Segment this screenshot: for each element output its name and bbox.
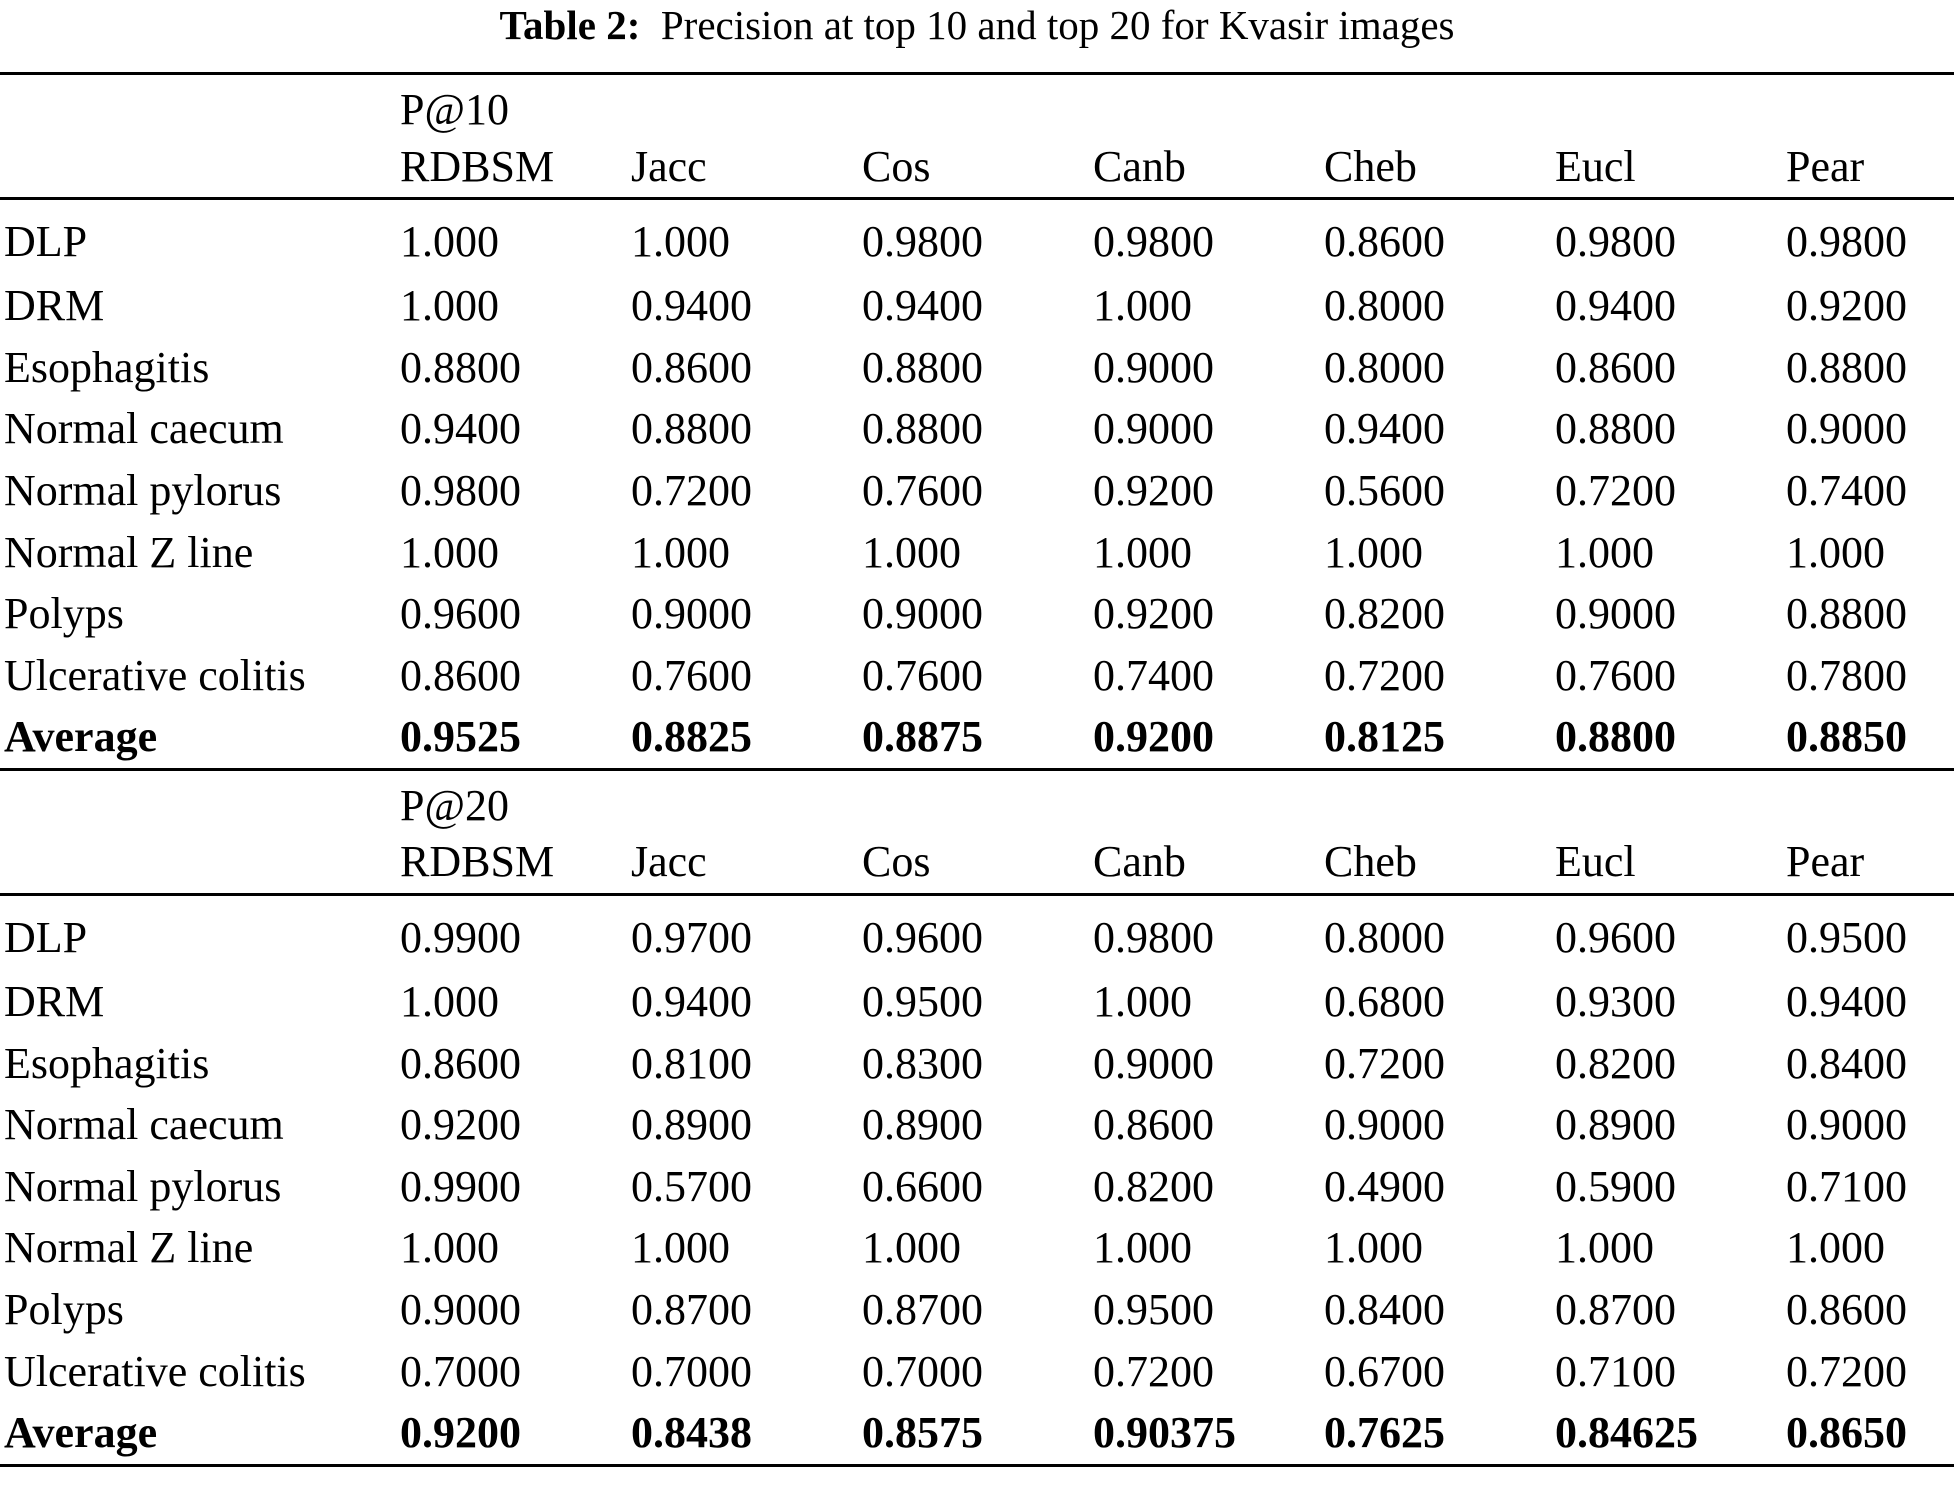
table-row — [0, 894, 1954, 971]
table-row — [0, 337, 1954, 399]
row-label: Polyps — [4, 589, 124, 639]
table-cell: 0.7400 — [1786, 466, 1907, 516]
row-label: Normal Z line — [4, 1223, 254, 1273]
section-heading: P@10 — [400, 74, 1954, 136]
table-row — [0, 199, 1954, 276]
table-cell: 0.9000 — [1555, 589, 1676, 639]
table-cell: 0.8800 — [862, 404, 983, 454]
column-header-row — [0, 831, 1954, 895]
table-cell: 0.9000 — [1093, 1038, 1214, 1088]
table-cell: 0.9300 — [1555, 977, 1676, 1027]
table-cell: 1.000 — [400, 977, 499, 1027]
row-label: Esophagitis — [4, 342, 210, 392]
table-cell: 0.7600 — [862, 650, 983, 700]
table-cell: 1.000 — [1093, 977, 1192, 1027]
empty-cell — [0, 769, 400, 831]
table-cell: 0.9200 — [400, 1100, 521, 1150]
table-cell: 0.8600 — [1786, 1285, 1907, 1335]
table-cell: 0.8200 — [1555, 1038, 1676, 1088]
column-header: Cos — [862, 135, 1093, 199]
table-cell: 0.9000 — [1786, 1100, 1907, 1150]
table-cell: 0.4900 — [1324, 1161, 1445, 1211]
row-label: Esophagitis — [4, 1038, 210, 1088]
average-cell: 0.9200 — [400, 1402, 631, 1465]
table-cell: 0.8700 — [631, 1285, 752, 1335]
average-row — [0, 706, 1954, 769]
table-cell: 0.9500 — [1093, 1285, 1214, 1335]
table-cell: 0.7600 — [631, 650, 752, 700]
average-cell: 0.84625 — [1555, 1402, 1786, 1465]
table-row — [0, 1156, 1954, 1218]
table-cell: 1.000 — [400, 527, 499, 577]
table-cell: 0.6800 — [1324, 977, 1445, 1027]
table-cell: 0.7000 — [400, 1346, 521, 1396]
row-label: Polyps — [4, 1285, 124, 1335]
table-cell: 1.000 — [400, 281, 499, 331]
table-cell: 1.000 — [1324, 527, 1423, 577]
table-cell: 0.7400 — [1093, 650, 1214, 700]
table-cell: 0.7200 — [1786, 1346, 1907, 1396]
row-label: Normal caecum — [4, 404, 284, 454]
column-header: Cheb — [1324, 135, 1555, 199]
column-header: Canb — [1093, 831, 1324, 895]
empty-cell — [0, 831, 400, 895]
table-row — [0, 1340, 1954, 1402]
average-cell: 0.8875 — [862, 706, 1093, 769]
column-header: Cheb — [1324, 831, 1555, 895]
table-cell: 0.8800 — [862, 342, 983, 392]
table-cell: 0.7800 — [1786, 650, 1907, 700]
table-cell: 0.9400 — [631, 977, 752, 1027]
column-header-row — [0, 135, 1954, 199]
table-cell: 0.8000 — [1324, 342, 1445, 392]
table-cell: 0.8100 — [631, 1038, 752, 1088]
column-header: Cos — [862, 831, 1093, 895]
average-cell: 0.7625 — [1324, 1402, 1555, 1465]
table-cell: 0.8600 — [1093, 1100, 1214, 1150]
row-label: Ulcerative colitis — [4, 650, 306, 700]
table-cell: 0.9500 — [1786, 912, 1907, 962]
table-cell: 0.9400 — [1324, 404, 1445, 454]
table-cell: 0.9800 — [1555, 217, 1676, 266]
table-row — [0, 460, 1954, 522]
table-cell: 0.7600 — [862, 466, 983, 516]
precision-table — [0, 72, 1954, 1467]
table-cell: 0.9000 — [631, 589, 752, 639]
average-cell: 0.90375 — [1093, 1402, 1324, 1465]
table-cell: 0.9200 — [1093, 466, 1214, 516]
column-header: Canb — [1093, 135, 1324, 199]
column-header: Eucl — [1555, 135, 1786, 199]
table-row — [0, 1094, 1954, 1156]
column-header: Jacc — [631, 135, 862, 199]
table-cell: 0.8600 — [400, 1038, 521, 1088]
empty-cell — [0, 135, 400, 199]
table-cell: 1.000 — [1555, 527, 1654, 577]
table-cell: 0.7200 — [1555, 466, 1676, 516]
table-cell: 0.9200 — [1093, 589, 1214, 639]
table-cell: 0.7200 — [1093, 1346, 1214, 1396]
table-cell: 0.9800 — [862, 217, 983, 266]
table-row — [0, 971, 1954, 1033]
table-cell: 0.9000 — [1093, 404, 1214, 454]
table-row — [0, 583, 1954, 645]
average-cell: 0.9525 — [400, 706, 631, 769]
empty-cell — [0, 74, 400, 136]
average-row — [0, 1402, 1954, 1465]
table-cell: 0.9400 — [1555, 281, 1676, 331]
average-cell: 0.8800 — [1555, 706, 1786, 769]
table-cell: 0.8600 — [400, 650, 521, 700]
table-cell: 1.000 — [631, 527, 730, 577]
table-caption — [0, 0, 1954, 52]
table-cell: 0.9000 — [1093, 342, 1214, 392]
column-header: Jacc — [631, 831, 862, 895]
average-label: Average — [0, 1402, 400, 1465]
table-cell: 0.7200 — [631, 466, 752, 516]
table-cell: 1.000 — [1324, 1223, 1423, 1273]
table-cell: 0.7100 — [1786, 1161, 1907, 1211]
table-cell: 0.7000 — [631, 1346, 752, 1396]
table-row — [0, 1032, 1954, 1094]
table-cell: 0.7200 — [1324, 650, 1445, 700]
table-row — [0, 521, 1954, 583]
table-cell: 0.8600 — [1555, 342, 1676, 392]
average-cell: 0.8575 — [862, 1402, 1093, 1465]
table-cell: 0.9400 — [862, 281, 983, 331]
table-cell: 1.000 — [400, 217, 499, 266]
table-cell: 0.8800 — [1786, 589, 1907, 639]
table-cell: 1.000 — [1093, 281, 1192, 331]
table-cell: 0.8800 — [1786, 342, 1907, 392]
table-cell: 0.8900 — [862, 1100, 983, 1150]
table-cell: 0.8700 — [1555, 1285, 1676, 1335]
table-cell: 1.000 — [862, 1223, 961, 1273]
average-cell: 0.8125 — [1324, 706, 1555, 769]
table-cell: 0.9000 — [1324, 1100, 1445, 1150]
table-cell: 0.6600 — [862, 1161, 983, 1211]
row-label: Normal Z line — [4, 527, 254, 577]
table-cell: 0.9700 — [631, 912, 752, 962]
row-label: Normal pylorus — [4, 466, 282, 516]
table-cell: 0.9600 — [862, 912, 983, 962]
section-heading-row — [0, 769, 1954, 831]
table-cell: 0.8700 — [862, 1285, 983, 1335]
table-cell: 0.8400 — [1786, 1038, 1907, 1088]
table-cell: 0.8600 — [1324, 217, 1445, 266]
table-cell: 0.8900 — [631, 1100, 752, 1150]
table-cell: 0.5900 — [1555, 1161, 1676, 1211]
table-cell: 0.9800 — [1786, 217, 1907, 266]
table-cell: 0.9000 — [1786, 404, 1907, 454]
table-cell: 1.000 — [1093, 527, 1192, 577]
table-cell: 0.9600 — [1555, 912, 1676, 962]
average-cell: 0.8438 — [631, 1402, 862, 1465]
table-cell: 0.8800 — [400, 342, 521, 392]
table-cell: 0.8900 — [1555, 1100, 1676, 1150]
section-heading-row — [0, 74, 1954, 136]
table-cell: 0.9600 — [400, 589, 521, 639]
table-cell: 0.9000 — [400, 1285, 521, 1335]
table-cell: 0.7600 — [1555, 650, 1676, 700]
table-cell: 0.9400 — [1786, 977, 1907, 1027]
table-cell: 0.9400 — [631, 281, 752, 331]
table-cell: 0.8000 — [1324, 281, 1445, 331]
table-row — [0, 1217, 1954, 1279]
column-header: RDBSM — [400, 831, 631, 895]
column-header: Pear — [1786, 831, 1954, 895]
table-cell: 1.000 — [1786, 527, 1885, 577]
table-cell: 0.9800 — [400, 466, 521, 516]
table-cell: 0.7200 — [1324, 1038, 1445, 1088]
table-cell: 0.8800 — [1555, 404, 1676, 454]
table-cell: 0.5600 — [1324, 466, 1445, 516]
table-cell: 0.9900 — [400, 912, 521, 962]
table-cell: 0.8200 — [1093, 1161, 1214, 1211]
caption-label: Table 2: — [499, 2, 641, 48]
table-cell: 0.8000 — [1324, 912, 1445, 962]
table-cell: 0.8600 — [631, 342, 752, 392]
table-cell: 0.8200 — [1324, 589, 1445, 639]
table-row — [0, 275, 1954, 337]
table-cell: 0.8800 — [631, 404, 752, 454]
table-cell: 1.000 — [400, 1223, 499, 1273]
row-label: DRM — [4, 977, 105, 1027]
table-cell: 0.9200 — [1786, 281, 1907, 331]
column-header: Eucl — [1555, 831, 1786, 895]
average-cell: 0.8825 — [631, 706, 862, 769]
table-cell: 0.9800 — [1093, 217, 1214, 266]
table-cell: 1.000 — [862, 527, 961, 577]
table-cell: 0.9800 — [1093, 912, 1214, 962]
table-row — [0, 645, 1954, 707]
row-label: DLP — [4, 217, 88, 266]
table-cell: 0.9500 — [862, 977, 983, 1027]
table-row — [0, 398, 1954, 460]
column-header: Pear — [1786, 135, 1954, 199]
table-cell: 0.7000 — [862, 1346, 983, 1396]
table-cell: 0.5700 — [631, 1161, 752, 1211]
caption-text: Precision at top 10 and top 20 for Kvasir images — [660, 2, 1455, 48]
row-label: Normal caecum — [4, 1100, 284, 1150]
average-cell: 0.8850 — [1786, 706, 1954, 769]
row-label: DLP — [4, 912, 88, 962]
table-cell: 1.000 — [1786, 1223, 1885, 1273]
row-label: Normal pylorus — [4, 1161, 282, 1211]
table-cell: 0.8300 — [862, 1038, 983, 1088]
section-heading: P@20 — [400, 769, 1954, 831]
column-header: RDBSM — [400, 135, 631, 199]
table-cell: 0.6700 — [1324, 1346, 1445, 1396]
table-body — [0, 74, 1954, 1466]
average-cell: 0.9200 — [1093, 706, 1324, 769]
table-cell: 0.9000 — [862, 589, 983, 639]
table-cell: 1.000 — [631, 217, 730, 266]
row-label: Ulcerative colitis — [4, 1346, 306, 1396]
table-cell: 1.000 — [1555, 1223, 1654, 1273]
table-cell: 0.9400 — [400, 404, 521, 454]
table-row — [0, 1279, 1954, 1341]
average-label: Average — [0, 706, 400, 769]
row-label: DRM — [4, 281, 105, 331]
table-cell: 1.000 — [1093, 1223, 1192, 1273]
table-cell: 0.8400 — [1324, 1285, 1445, 1335]
table-cell: 1.000 — [631, 1223, 730, 1273]
table-cell: 0.9900 — [400, 1161, 521, 1211]
average-cell: 0.8650 — [1786, 1402, 1954, 1465]
table-cell: 0.7100 — [1555, 1346, 1676, 1396]
